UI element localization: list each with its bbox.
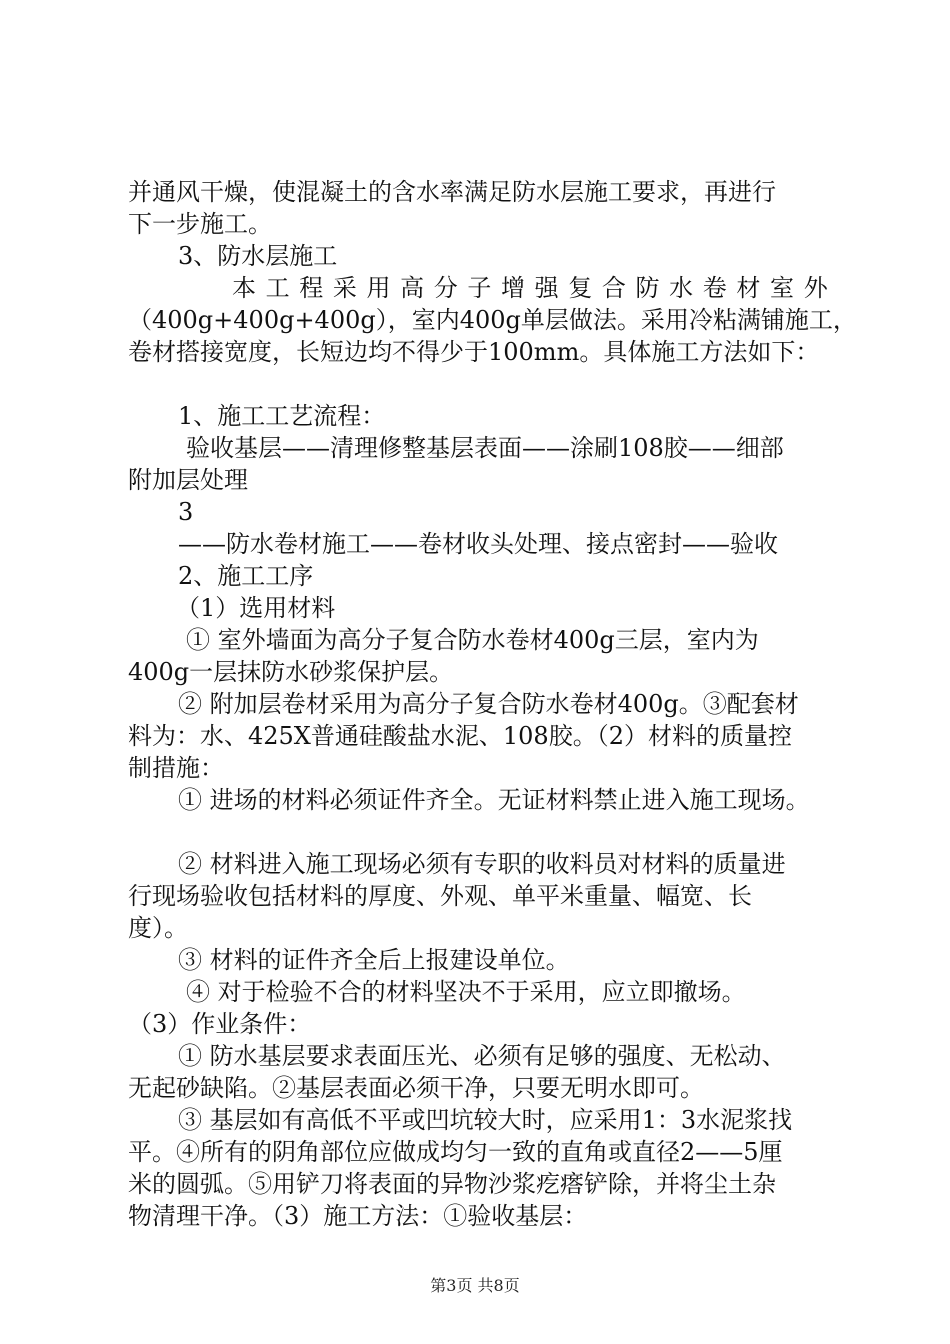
text-line: ③ 材料的证件齐全后上报建设单位。 (178, 946, 570, 974)
text-line: 平。④所有的阴角部位应做成均匀一致的直角或直径2——5厘 (128, 1138, 783, 1166)
text-line: ① 进场的材料必须证件齐全。无证材料禁止进入施工现场。 (178, 786, 810, 814)
section-heading: 2、施工工序 (178, 562, 314, 590)
section-heading: 3、防水层施工 (178, 242, 338, 270)
text-line: 制措施： (128, 754, 224, 782)
text-line: 400g一层抹防水砂浆保护层。 (128, 658, 454, 686)
text-line: 附加层处理 (128, 466, 248, 494)
text-line: 验收基层——清理修整基层表面——涂刷108胶——细部 (186, 434, 784, 462)
section-heading: （1）选用材料 (176, 594, 336, 622)
section-heading: 1、施工工艺流程： (178, 402, 386, 430)
text-line: （400g+400g+400g），室内400g单层做法。采用冷粘满铺施工， (128, 306, 857, 334)
text-line: ——防水卷材施工——卷材收头处理、接点密封——验收 (178, 530, 778, 558)
text-line: ① 防水基层要求表面压光、必须有足够的强度、无松动、 (178, 1042, 786, 1070)
text-line: ④ 对于检验不合的材料坚决不于采用，应立即撤场。 (186, 978, 746, 1006)
text-line: 米的圆弧。⑤用铲刀将表面的异物沙浆疙瘩铲除，并将尘土杂 (128, 1170, 776, 1198)
text-line: 卷材搭接宽度，长短边均不得少于100mm。具体施工方法如下： (128, 338, 820, 366)
text-line: 下一步施工。 (128, 210, 272, 238)
page-number-footer: 第3页 共8页 (430, 1276, 520, 1295)
section-heading: （3）作业条件： (128, 1010, 312, 1038)
text-line: 行现场验收包括材料的厚度、外观、单平米重量、幅宽、长 (128, 882, 752, 910)
text-line: ② 材料进入施工现场必须有专职的收料员对材料的质量进 (178, 850, 786, 878)
text-line: 无起砂缺陷。②基层表面必须干净，只要无明水即可。 (128, 1074, 704, 1102)
text-line: ① 室外墙面为高分子复合防水卷材400g三层，室内为 (186, 626, 759, 654)
text-line: ③ 基层如有高低不平或凹坑较大时，应采用1：3水泥浆找 (178, 1106, 793, 1134)
text-line: 3 (178, 498, 194, 526)
text-line: 本 工 程 采 用 高 分 子 增 强 复 合 防 水 卷 材 室 外 (232, 274, 829, 302)
text-line: 料为：水、425X普通硅酸盐水泥、108胶。（2）材料的质量控 (128, 722, 792, 750)
text-line: 度）。 (128, 914, 188, 942)
text-line: 物清理干净。（3）施工方法：①验收基层： (128, 1202, 588, 1230)
text-line: 并通风干燥，使混凝土的含水率满足防水层施工要求，再进行 (128, 178, 776, 206)
text-line: ② 附加层卷材采用为高分子复合防水卷材400g。③配套材 (178, 690, 799, 718)
